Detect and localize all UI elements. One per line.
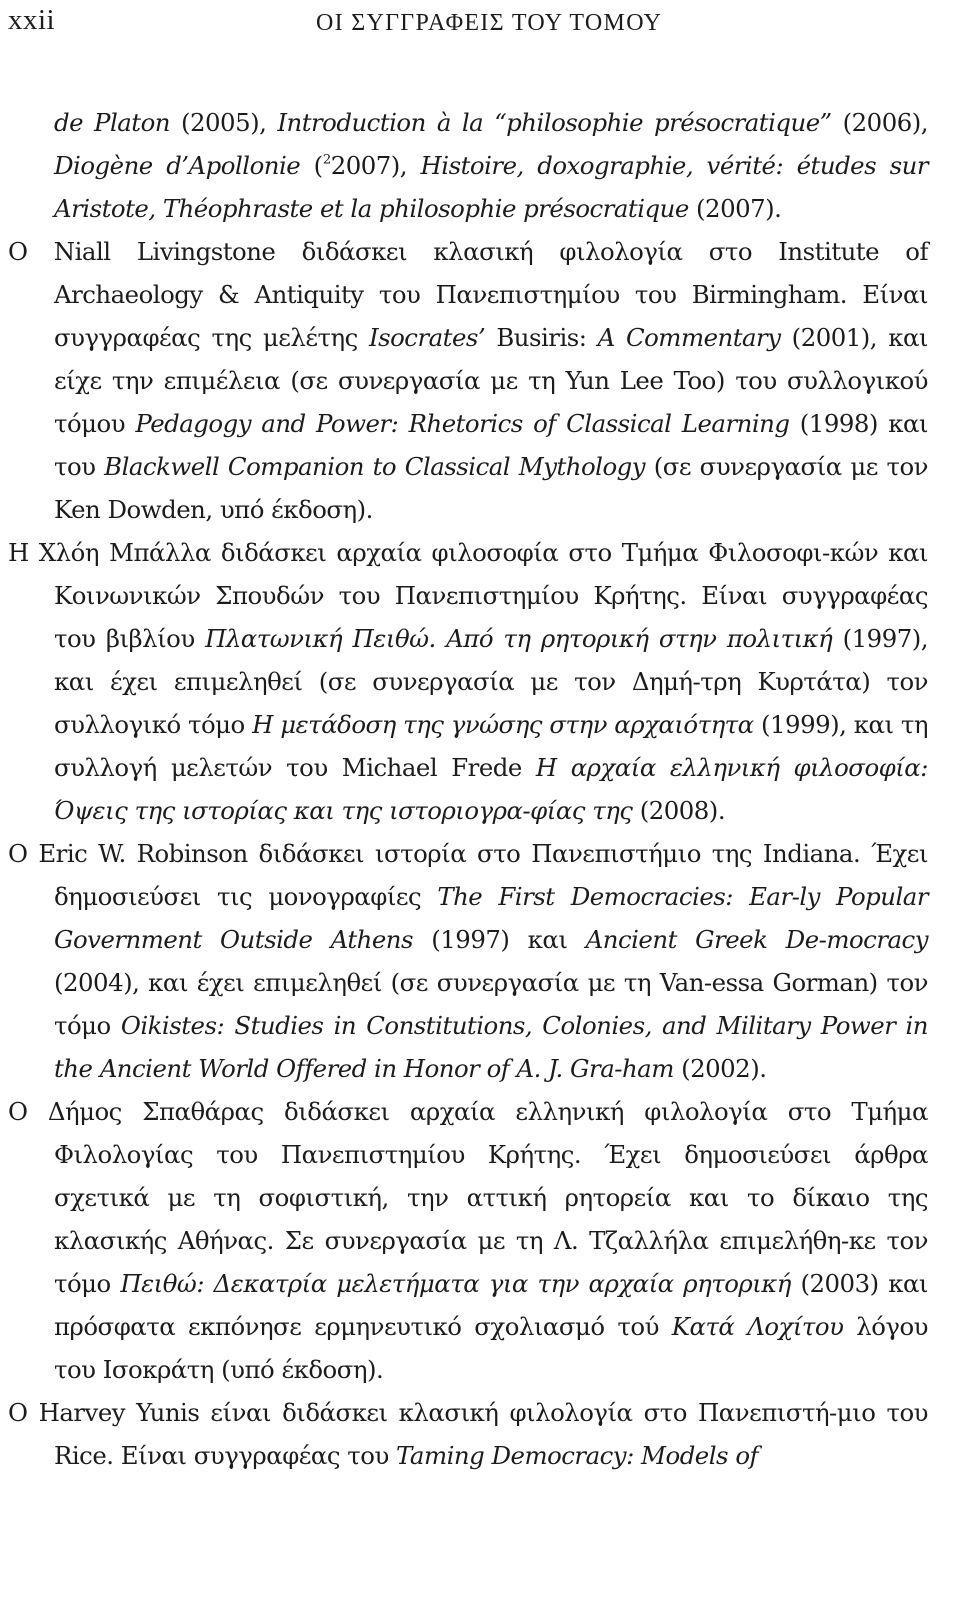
author-entry-yunis [8, 1391, 928, 1477]
text-span: (2003) και πρόσφατα εκπόνησε ερμηνευτικό σχολιασμό τού [54, 1269, 928, 1341]
text-span: (σε συνεργασία με τον Ken Dowden, υπό έκδοση). [54, 452, 928, 524]
title-italic: Η αρχαία ελληνική φιλοσοφία: Όψεις της ιστορίας και της ιστοριογρα-φίας της [54, 753, 928, 825]
page-header [8, 4, 950, 44]
author-entry-balla [8, 531, 928, 832]
title-italic: Histoire, doxographie, vérité: études sur Aristote, Théophraste et la philosophie présocratique [54, 151, 928, 223]
text-span: (2002). [673, 1054, 767, 1083]
text-span: (1997) και [413, 925, 586, 954]
text-span: (2008). [632, 796, 726, 825]
text-span: Ο Niall Livingstone διδάσκει κλασική φιλολογία στο Institute of Archaeology & Antiquity του Πανεπιστημίου του Birmingham. Είναι συγγραφέας της μελέτης [8, 237, 928, 352]
running-head: ΟΙ ΣΥΓΓΡΑΦΕΙΣ ΤΟΥ ΤΟΜΟΥ [316, 10, 663, 36]
paragraph-continuation [8, 101, 928, 230]
title-italic: Ancient Greek De-mocracy [585, 925, 928, 954]
title-italic: Κατά Λοχίτου [671, 1312, 844, 1341]
text-span: (2006), [831, 108, 928, 137]
page-number: xxii [8, 4, 56, 36]
title-italic: de Platon [54, 108, 170, 137]
title-italic: The First Democracies: Ear-ly Popular Government Outside Athens [54, 882, 928, 954]
text-span: λόγου του Ισοκράτη (υπό έκδοση). [54, 1312, 928, 1384]
text-span: (2004), και έχει επιμεληθεί (σε συνεργασία με τη Van-essa Gorman) τον τόμο [54, 968, 928, 1040]
text-span: (1997), και έχει επιμεληθεί (σε συνεργασία με τον Δημή-τρη Κυρτάτα) τον συλλογικό τόμο [54, 624, 929, 739]
text-span: Ο Harvey Yunis είναι διδάσκει κλασική φιλολογία στο Πανεπιστή-μιο του Rice. Είναι συγγραφέας του [8, 1398, 928, 1470]
page-body [8, 101, 928, 1477]
text-span: Ο Δήμος Σπαθάρας διδάσκει αρχαία ελληνική φιλολογία στο Τμήμα Φιλολογίας του Πανεπιστημίου Κρήτης. Έχει δημοσιεύσει άρθρα σχετικά με τη σοφιστική, την αττική ρητορεία και το δίκαιο της κλασικής Αθήνας. Σε συνεργασία με τη Λ. Τζαλλήλα επιμελήθη-κε τον τόμο [8, 1097, 928, 1298]
text-span: Busiris: [485, 323, 598, 352]
text-span: (2001), και είχε την επιμέλεια (σε συνεργασία με τη Yun Lee Too) του συλλογικού τόμου [54, 323, 928, 438]
text-span: Ο Eric W. Robinson διδάσκει ιστορία στο Πανεπιστήμιο της Indiana. Έχει δημοσιεύσει τις μονογραφίες [8, 839, 928, 911]
title-italic: Πειθώ: Δεκατρία μελετήματα για την αρχαία ρητορική [120, 1269, 791, 1298]
title-italic: Η μετάδοση της γνώσης στην αρχαιότητα [252, 710, 754, 739]
text-span: (2005), [170, 108, 278, 137]
title-italic: Pedagogy and Power: Rhetorics of Classical Learning [135, 409, 790, 438]
title-italic: Πλατωνική Πειθώ. Από τη ρητορική στην πολιτική [205, 624, 833, 653]
text-span: (2007). [688, 194, 782, 223]
author-entry-livingstone [8, 230, 928, 531]
title-italic: Blackwell Companion to Classical Mythology [104, 452, 646, 481]
author-entry-spatharas [8, 1090, 928, 1391]
title-italic: Introduction à la “philosophie présocratique” [277, 108, 832, 137]
title-italic: Taming Democracy: Models of [396, 1441, 759, 1470]
text-span: 2007), [330, 151, 421, 180]
text-span: Η Χλόη Μπάλλα διδάσκει αρχαία φιλοσοφία στο Τμήμα Φιλοσοφι-κών και Κοινωνικών Σπουδών του Πανεπιστημίου Κρήτης. Είναι συγγραφέας του βιβλίου [8, 538, 928, 653]
title-italic: Diogène d’Apollonie [54, 151, 301, 180]
edition-superscript: 2 [322, 152, 331, 168]
title-italic: Isocrates’ [368, 323, 486, 352]
text-span: ( [300, 151, 323, 180]
text-span: (1998) και του [54, 409, 928, 481]
title-italic: A Commentary [597, 323, 781, 352]
text-span: (1999), και τη συλλογή μελετών του Michael Frede [54, 710, 928, 782]
author-entry-robinson [8, 832, 928, 1090]
title-italic: Oikistes: Studies in Constitutions, Colonies, and Military Power in the Ancient World Offered in Honor of A. J. Gra-ham [54, 1011, 929, 1083]
